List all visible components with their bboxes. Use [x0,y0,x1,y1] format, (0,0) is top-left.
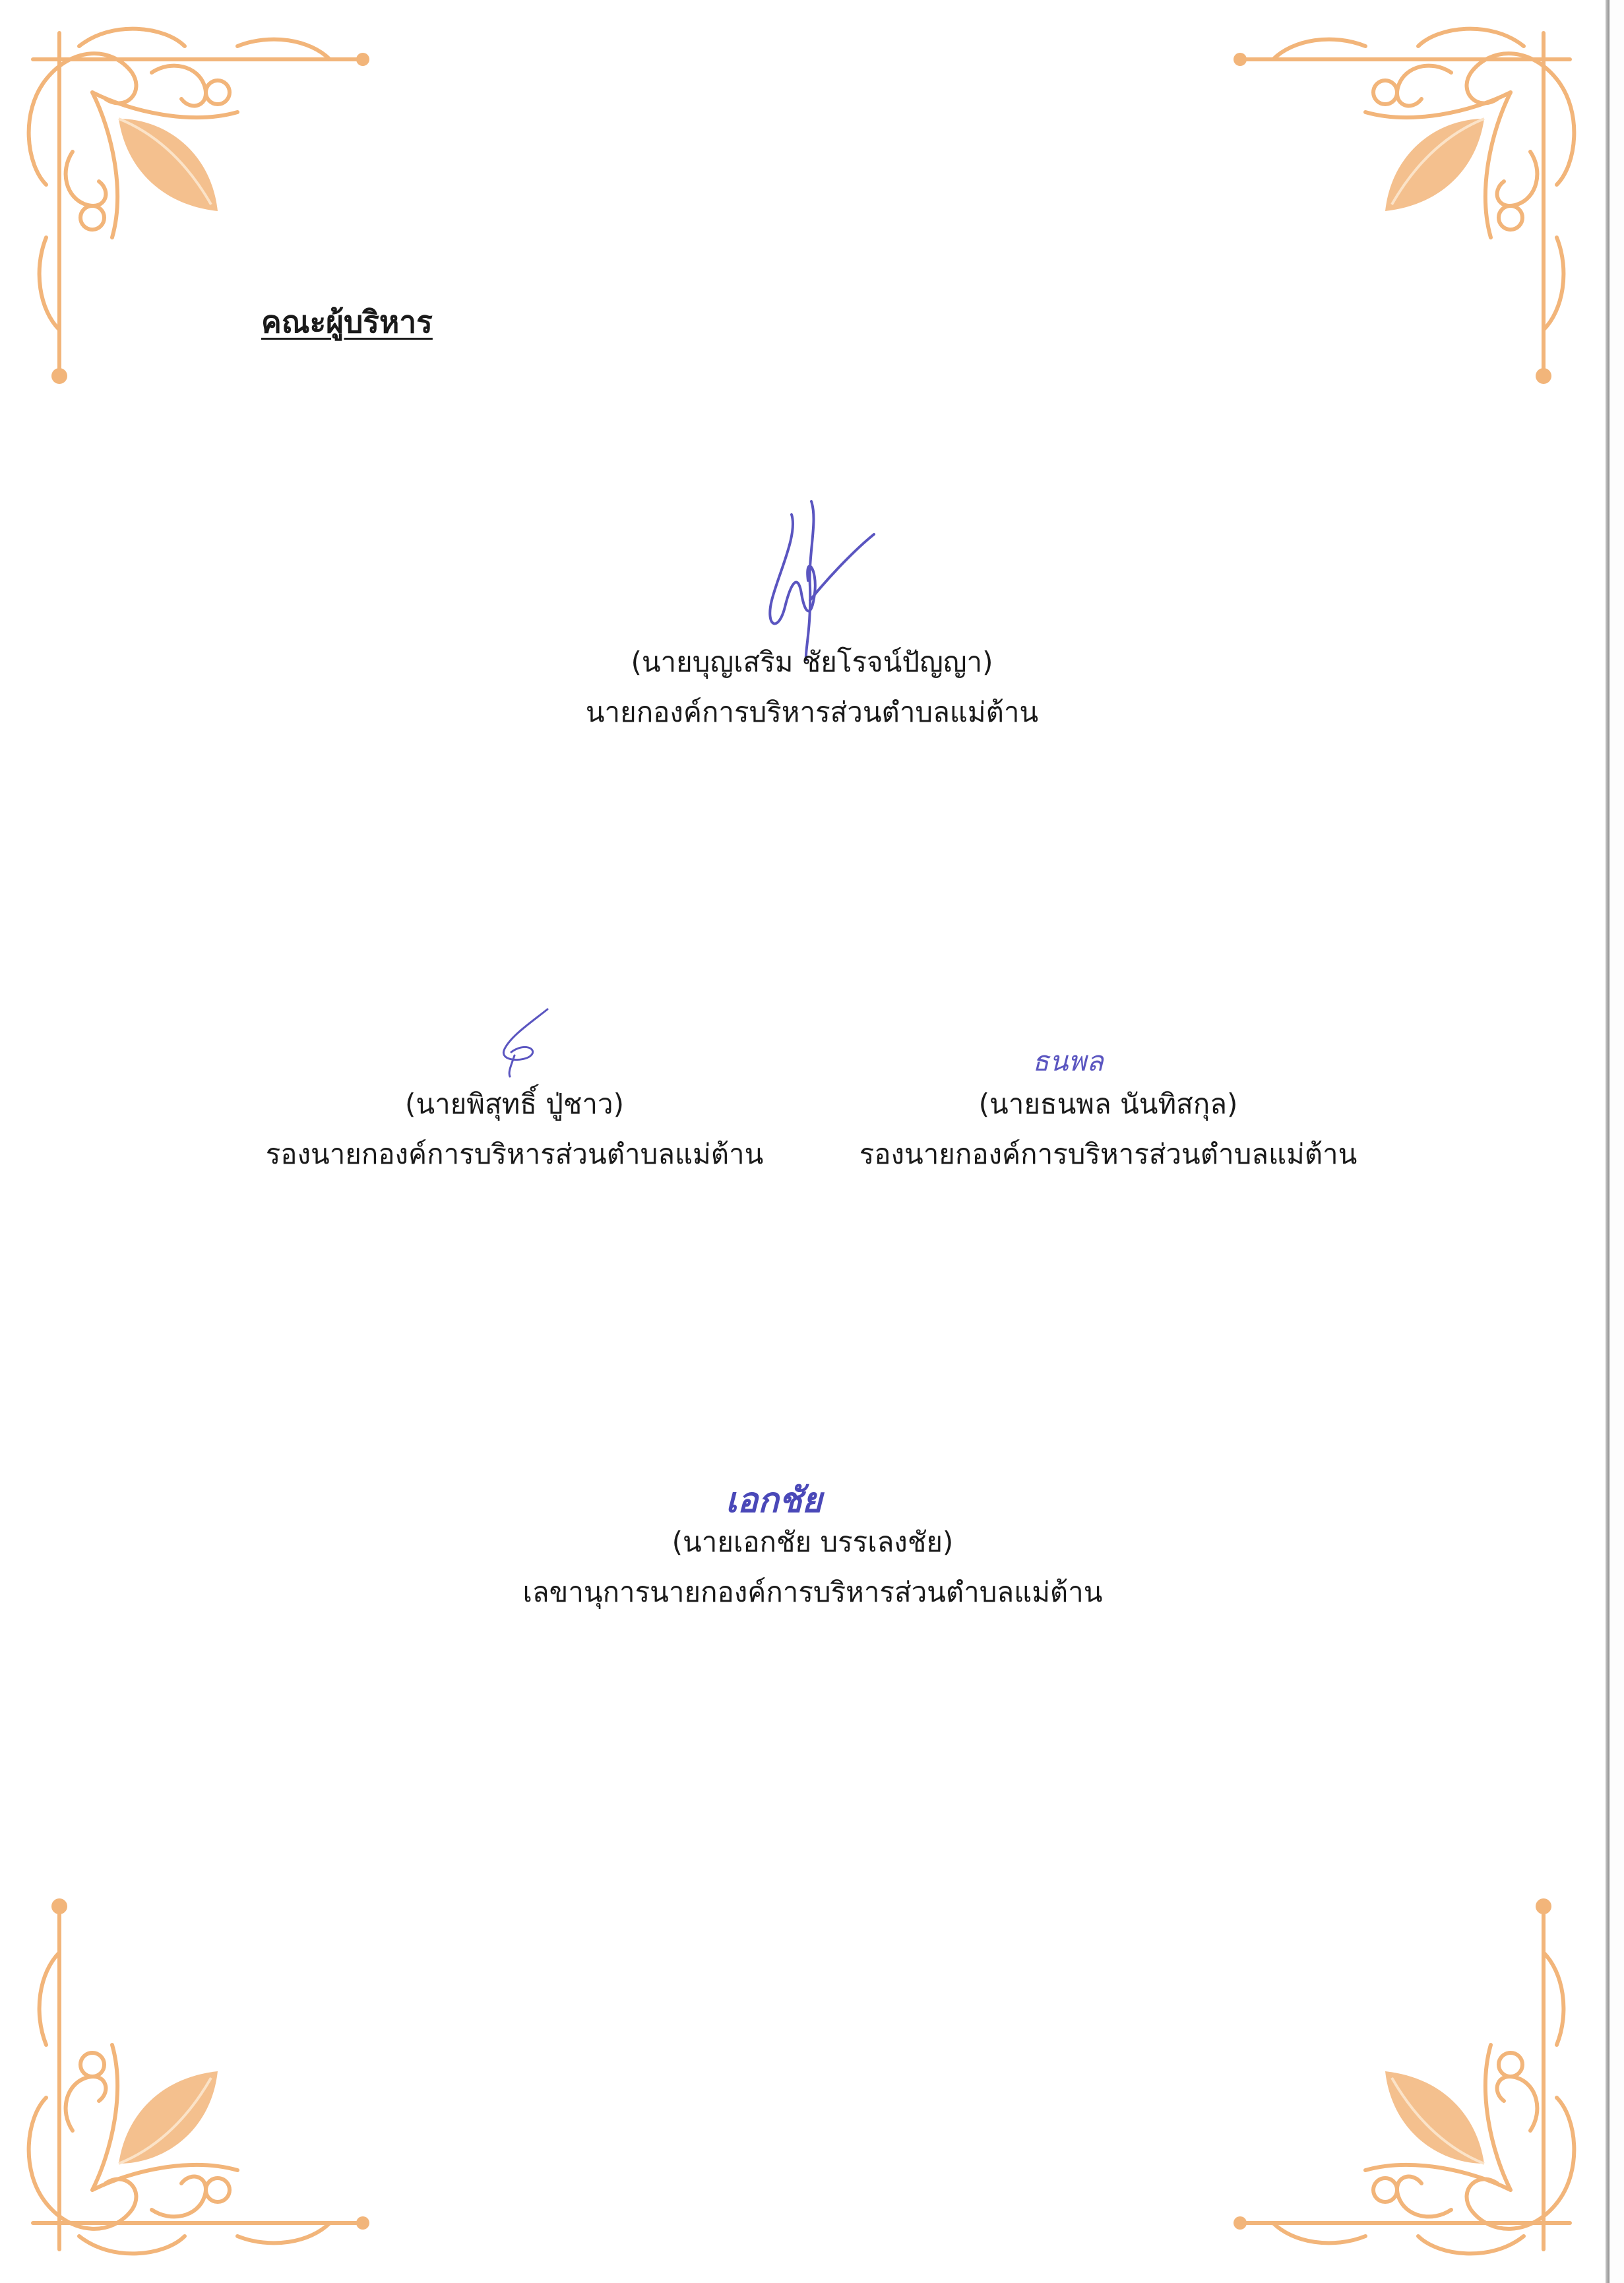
executive-position: นายกองค์การบริหารส่วนตำบลแม่ต้าน [585,696,1039,728]
signature-secretary-text: เอกชัย [726,1480,823,1520]
corner-ornament-top-right [1214,20,1583,389]
signature-deputy-1 [485,1003,564,1082]
executive-name: (นายเอกชัย บรรเลงชัย) [671,1526,954,1558]
page-title: คณะผู้บริหาร [261,304,433,340]
executive-block-mayor [482,637,1142,737]
page-edge-shadow [1606,0,1609,2283]
corner-ornament-bottom-left [20,1893,389,2263]
executive-position: เลขานุการนายกองค์การบริหารส่วนตำบลแม่ต้าน [522,1576,1103,1608]
signature-secretary [726,1471,897,1524]
executive-name: (นายธนพล นันทิสกุล) [978,1088,1238,1120]
executive-name: (นายบุญเสริม ชัยโรจน์ปัญญา) [631,646,993,678]
executive-name: (นายพิสุทธิ์ ปู่ชาว) [404,1088,624,1120]
executive-block-deputy-1 [251,1079,778,1179]
signature-deputy-2 [1032,1039,1177,1079]
executive-block-secretary [483,1517,1142,1617]
executive-position: รองนายกองค์การบริหารส่วนตำบลแม่ต้าน [859,1138,1358,1170]
page-margin [1609,0,1624,2283]
executive-position: รองนายกองค์การบริหารส่วนตำบลแม่ต้าน [265,1138,764,1170]
corner-ornament-bottom-right [1214,1893,1583,2263]
signature-deputy-2-text: ธนพล [1032,1045,1104,1077]
executive-block-deputy-2 [844,1079,1372,1179]
